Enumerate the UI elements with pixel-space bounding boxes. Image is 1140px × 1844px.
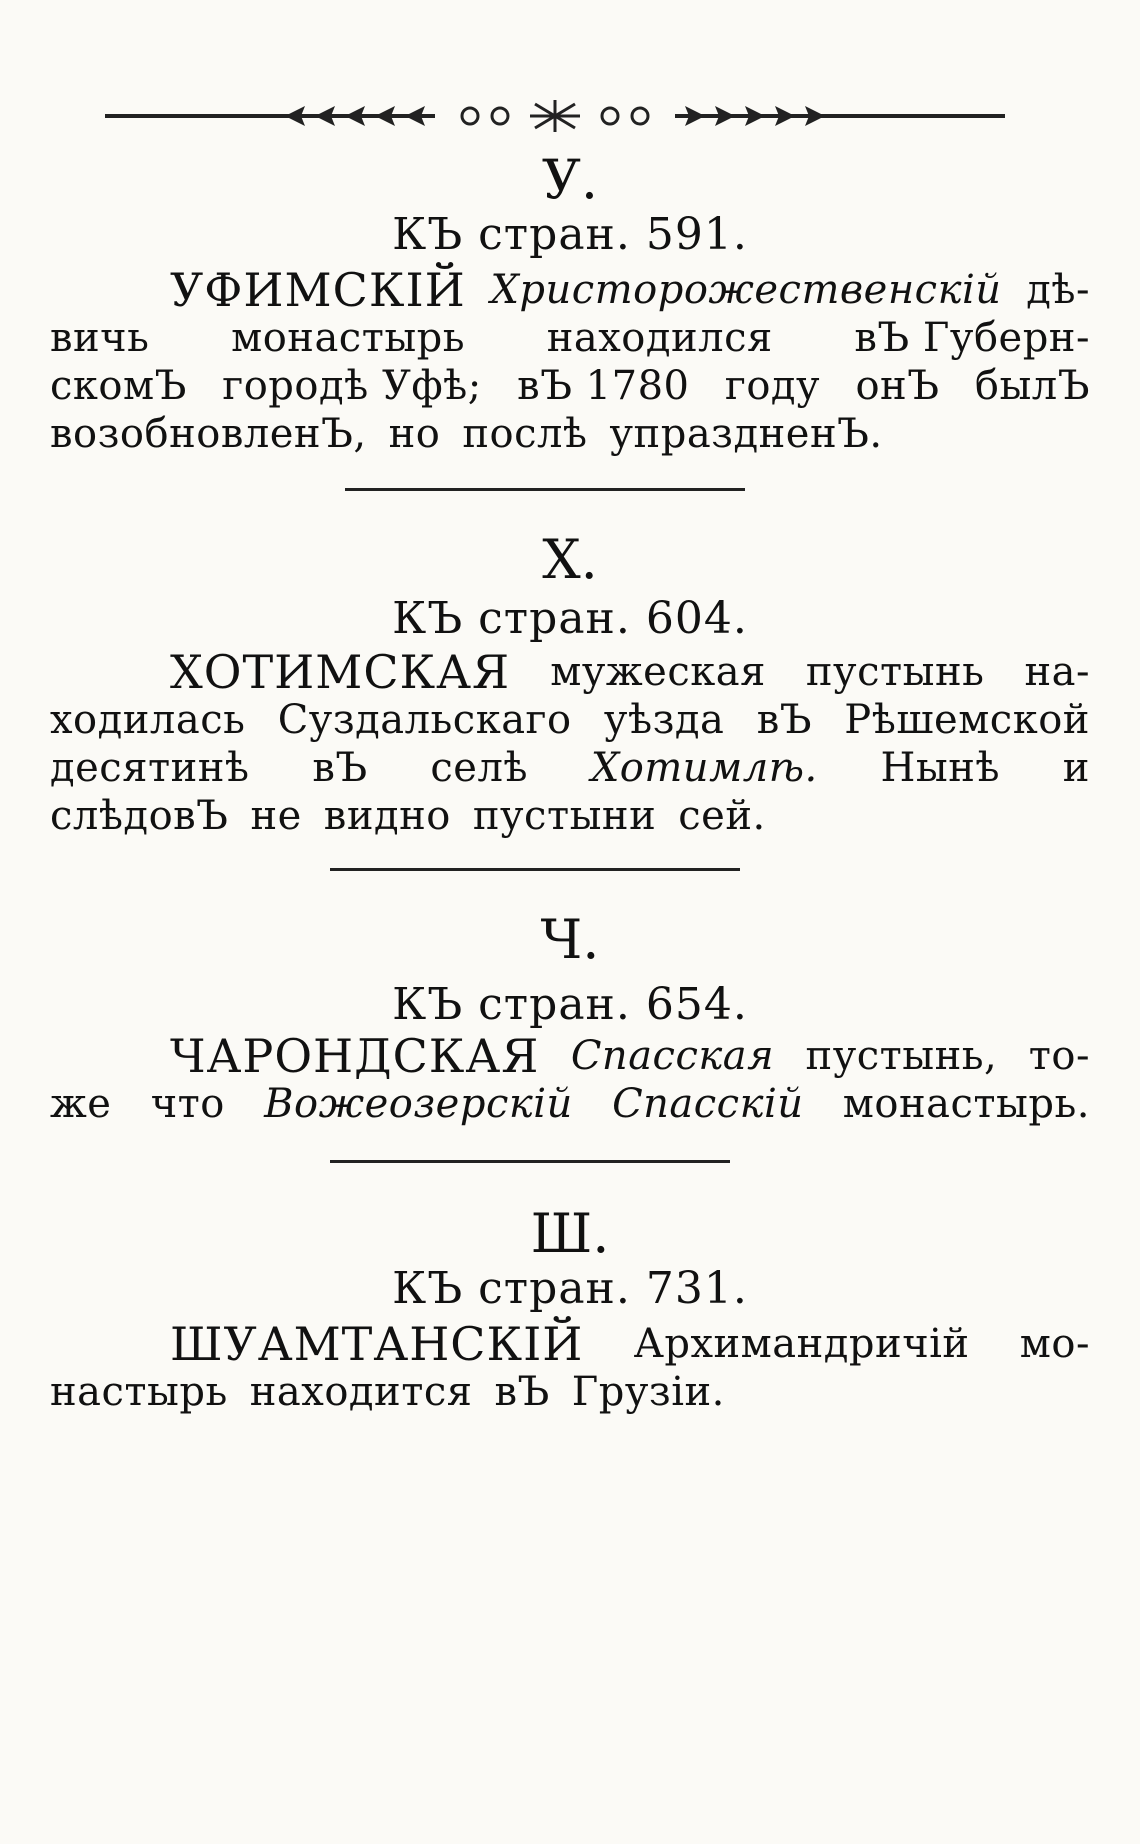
word: вЪ Губерн- <box>854 315 1090 361</box>
word: находился <box>546 315 773 361</box>
word: Вожеозерскій <box>264 1081 573 1127</box>
word: сей. <box>678 793 766 839</box>
text-line <box>50 362 1090 410</box>
word: Суздальскаго <box>277 697 572 743</box>
text-line <box>170 1317 1090 1371</box>
text-line <box>50 696 1090 744</box>
word: монастырь <box>231 315 466 361</box>
word: Христорожественскій <box>490 267 1002 313</box>
word: ходилась <box>50 697 246 743</box>
word: Архимандричій <box>633 1321 970 1367</box>
word: возобновленЪ, <box>50 411 367 457</box>
text-line <box>170 645 1090 699</box>
text-line <box>50 1368 1090 1416</box>
word: десятинѣ <box>50 745 250 791</box>
word: вЪ <box>312 745 368 791</box>
word: послѣ <box>462 411 588 457</box>
word: онЪ <box>855 363 940 409</box>
word: скомЪ <box>50 363 187 409</box>
word: былЪ <box>974 363 1090 409</box>
word: монастырь. <box>842 1081 1090 1127</box>
word: Спасская <box>570 1033 775 1079</box>
word: что <box>150 1081 225 1127</box>
word: Нынѣ <box>880 745 1000 791</box>
word: слѣдовЪ <box>50 793 229 839</box>
section-letter: У. <box>541 148 599 211</box>
text-line <box>170 263 1090 317</box>
section-letter: Ш. <box>530 1202 610 1265</box>
text-line <box>170 1029 1090 1083</box>
text-line <box>50 744 1090 792</box>
word: уѣзда <box>603 697 725 743</box>
word: пустыни <box>472 793 657 839</box>
text-line <box>50 792 1090 840</box>
word: упраздненЪ. <box>609 411 883 457</box>
text-line <box>50 314 1090 362</box>
page-reference: КЪ стран. 654. <box>392 979 748 1030</box>
word: находится <box>249 1369 473 1415</box>
word: Грузіи. <box>571 1369 725 1415</box>
word: вЪ <box>494 1369 550 1415</box>
word: не <box>250 793 302 839</box>
word: мо- <box>1019 1321 1090 1367</box>
word: видно <box>323 793 451 839</box>
word: вЪ 1780 <box>517 363 690 409</box>
word: Хотимлѣ. <box>590 745 818 791</box>
word: то- <box>1028 1033 1090 1079</box>
entry-heading: УФИМСКІЙ <box>170 263 466 317</box>
section-divider <box>345 488 745 491</box>
word: пустынь, <box>805 1033 998 1079</box>
word: городѣ Уфѣ; <box>222 363 482 409</box>
word: вичь <box>50 315 150 361</box>
page-reference: КЪ стран. 731. <box>392 1263 748 1314</box>
word: году <box>724 363 821 409</box>
text-line <box>50 1080 1090 1128</box>
word: и <box>1062 745 1090 791</box>
word: же <box>50 1081 112 1127</box>
word: настырь <box>50 1369 228 1415</box>
word: вЪ <box>756 697 812 743</box>
ornament-divider <box>105 96 1005 136</box>
entry-heading: ХОТИМСКАЯ <box>170 645 511 699</box>
entry-heading: ШУАМТАНСКІЙ <box>170 1317 584 1371</box>
section-divider <box>330 868 740 871</box>
word: пустынь <box>805 649 985 695</box>
section-divider <box>330 1160 730 1163</box>
section-letter: Х. <box>542 528 598 591</box>
word: но <box>388 411 441 457</box>
entry-heading: ЧАРОНДСКАЯ <box>170 1029 540 1083</box>
word: Рѣшемской <box>844 697 1090 743</box>
word: на- <box>1024 649 1090 695</box>
word: мужеская <box>550 649 766 695</box>
page-reference: КЪ стран. 591. <box>392 209 748 260</box>
section-letter: Ч. <box>540 908 600 971</box>
word: Спасскій <box>612 1081 804 1127</box>
page-reference: КЪ стран. 604. <box>392 593 748 644</box>
word: селѣ <box>430 745 529 791</box>
text-line <box>50 410 1090 458</box>
word: дѣ- <box>1026 267 1090 313</box>
